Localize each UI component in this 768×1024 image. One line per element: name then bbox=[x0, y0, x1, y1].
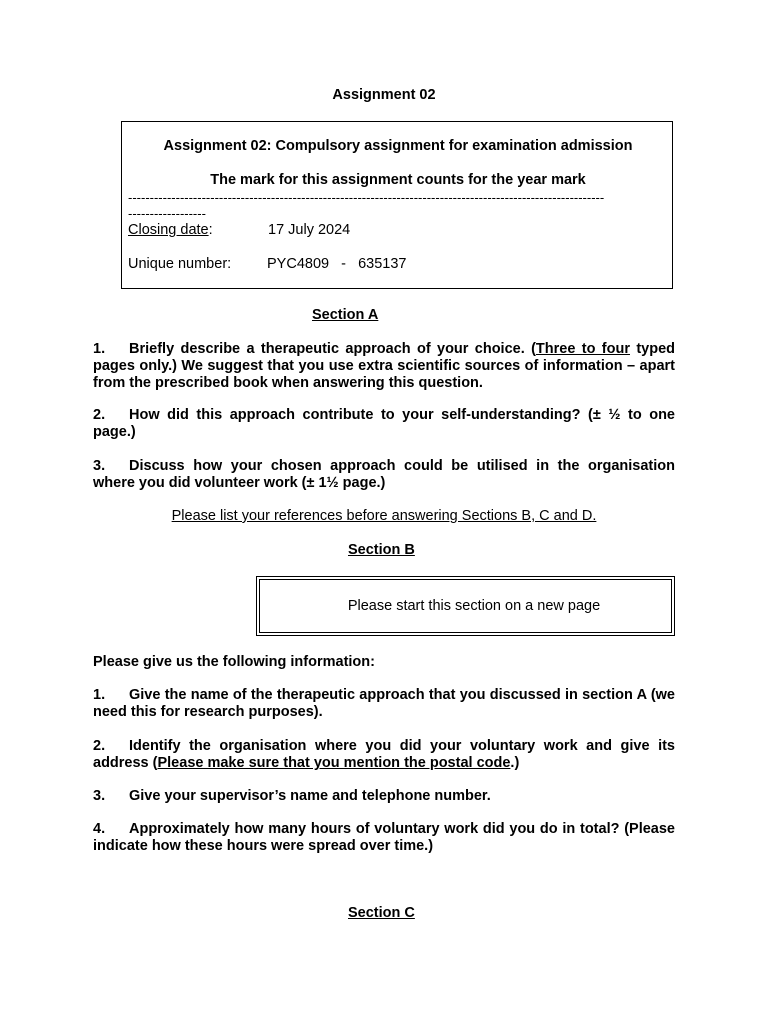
section-b-intro: Please give us the following information: bbox=[93, 654, 375, 670]
question-number: 1. bbox=[93, 341, 106, 357]
section-a-question-3 bbox=[93, 458, 675, 492]
section-c-heading: Section C bbox=[348, 905, 415, 921]
dashed-separator-continued: ------------------ bbox=[128, 206, 206, 221]
section-a-question-1 bbox=[93, 341, 675, 392]
references-note: Please list your references before answering Sections B, C and D. bbox=[171, 508, 597, 524]
question-text: Identify the organisation where you did your voluntary work and give its address ( bbox=[93, 738, 675, 771]
section-a-heading: Section A bbox=[312, 307, 379, 323]
question-number: 2. bbox=[93, 738, 106, 754]
section-b-question-2 bbox=[93, 738, 675, 772]
section-b-question-1 bbox=[93, 687, 675, 721]
question-text: Briefly describe a therapeutic approach of your choice. ( bbox=[129, 341, 536, 357]
closing-date-label-text: Closing date bbox=[128, 222, 209, 238]
section-b-question-4 bbox=[93, 821, 675, 855]
question-text: How did this approach contribute to your self-understanding? (± ½ to one page.) bbox=[93, 407, 675, 440]
question-number: 3. bbox=[93, 788, 106, 804]
question-text: Approximately how many hours of voluntary work did you do in total? (Please indicate how these hours were spread over time.) bbox=[93, 821, 675, 854]
question-emphasis: Three to four bbox=[535, 341, 630, 357]
question-text-continued: typed pages only.) We suggest that you use extra scientific sources of information – apart from the prescribed book when answering this question. bbox=[93, 341, 676, 391]
question-text: Give your supervisor’s name and telephone number. bbox=[129, 788, 491, 804]
question-number: 4. bbox=[93, 821, 106, 837]
section-b-question-3 bbox=[93, 788, 675, 805]
unique-number-label: Unique number: bbox=[128, 256, 232, 272]
section-b-heading: Section B bbox=[348, 542, 415, 558]
question-text: Give the name of the therapeutic approach that you discussed in section A (we need this for research purposes). bbox=[93, 687, 675, 720]
question-text: Discuss how your chosen approach could be utilised in the organisation where you did volunteer work (± 1½ page.) bbox=[93, 458, 675, 491]
dashed-separator: -------------------------------------------------------------------------------------------------------------- bbox=[128, 190, 605, 205]
question-number: 1. bbox=[93, 687, 106, 703]
question-text-continued: .) bbox=[510, 755, 520, 771]
box-subheading: The mark for this assignment counts for the year mark bbox=[210, 172, 586, 188]
page-title: Assignment 02 bbox=[332, 87, 436, 103]
box-heading: Assignment 02: Compulsory assignment for examination admission bbox=[163, 138, 633, 154]
closing-date-value: 17 July 2024 bbox=[268, 222, 351, 238]
unique-number-value: PYC4809 - 635137 bbox=[267, 256, 407, 272]
closing-date-colon: : bbox=[208, 222, 213, 238]
question-emphasis: Please make sure that you mention the postal code bbox=[157, 755, 511, 771]
closing-date-label bbox=[128, 222, 213, 238]
question-number: 3. bbox=[93, 458, 106, 474]
question-number: 2. bbox=[93, 407, 106, 423]
new-page-notice-text: Please start this section on a new page bbox=[347, 598, 601, 614]
section-a-question-2 bbox=[93, 407, 675, 441]
